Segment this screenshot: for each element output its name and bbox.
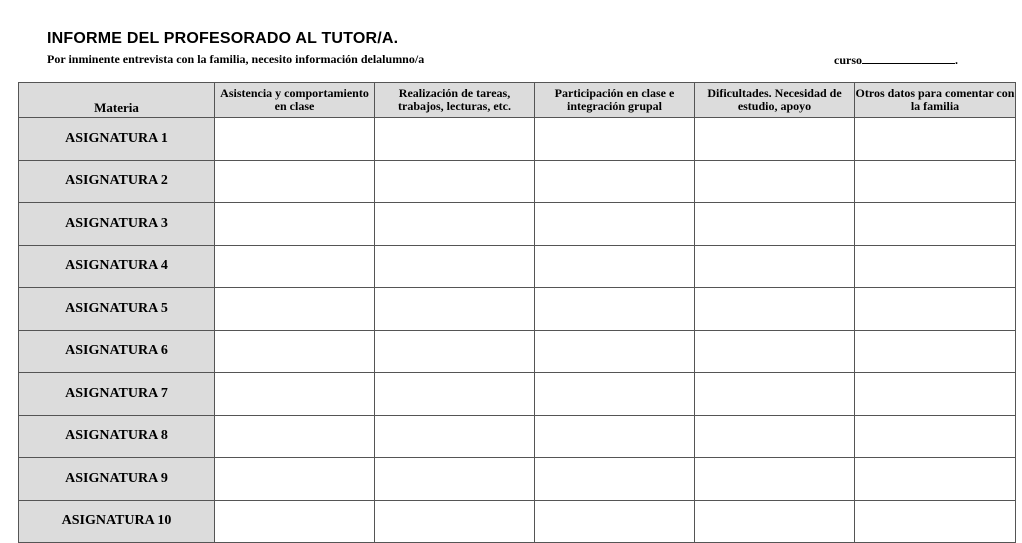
participacion-cell[interactable] (535, 415, 695, 458)
tareas-cell[interactable] (375, 500, 535, 543)
otros-cell[interactable] (855, 373, 1016, 416)
participacion-cell[interactable] (535, 245, 695, 288)
otros-cell[interactable] (855, 288, 1016, 331)
table-row (19, 330, 1016, 373)
asistencia-cell[interactable] (215, 160, 375, 203)
dificultades-cell[interactable] (695, 458, 855, 501)
participacion-cell[interactable] (535, 458, 695, 501)
participacion-cell[interactable] (535, 330, 695, 373)
table-row (19, 415, 1016, 458)
dificultades-cell[interactable] (695, 330, 855, 373)
subject-label: ASIGNATURA 2 (19, 160, 215, 203)
document-subtitle: Por inminente entrevista con la familia, necesito información delalumno/a (47, 52, 425, 66)
participacion-cell[interactable] (535, 373, 695, 416)
otros-cell[interactable] (855, 458, 1016, 501)
table-row (19, 245, 1016, 288)
asistencia-cell[interactable] (215, 500, 375, 543)
document-title: INFORME DEL PROFESORADO AL TUTOR/A. (47, 30, 399, 47)
otros-cell[interactable] (855, 203, 1016, 246)
table-row (19, 160, 1016, 203)
otros-cell[interactable] (855, 500, 1016, 543)
column-header-tareas: Realización de tareas, trabajos, lecturas, etc. (375, 83, 535, 118)
table-row (19, 373, 1016, 416)
table-row (19, 500, 1016, 543)
tareas-cell[interactable] (375, 415, 535, 458)
tareas-cell[interactable] (375, 288, 535, 331)
tareas-cell[interactable] (375, 373, 535, 416)
tareas-cell[interactable] (375, 458, 535, 501)
subject-label: ASIGNATURA 5 (19, 288, 215, 331)
curso-label: curso (834, 53, 862, 67)
otros-cell[interactable] (855, 330, 1016, 373)
participacion-cell[interactable] (535, 118, 695, 161)
participacion-cell[interactable] (535, 203, 695, 246)
tareas-cell[interactable] (375, 160, 535, 203)
subject-label: ASIGNATURA 3 (19, 203, 215, 246)
dificultades-cell[interactable] (695, 118, 855, 161)
tareas-cell[interactable] (375, 330, 535, 373)
report-body (19, 118, 1016, 543)
subject-label: ASIGNATURA 8 (19, 415, 215, 458)
otros-cell[interactable] (855, 415, 1016, 458)
tareas-cell[interactable] (375, 203, 535, 246)
tareas-cell[interactable] (375, 118, 535, 161)
otros-cell[interactable] (855, 160, 1016, 203)
asistencia-cell[interactable] (215, 288, 375, 331)
asistencia-cell[interactable] (215, 245, 375, 288)
curso-end: . (955, 53, 958, 67)
asistencia-cell[interactable] (215, 458, 375, 501)
otros-cell[interactable] (855, 245, 1016, 288)
subject-label: ASIGNATURA 9 (19, 458, 215, 501)
asistencia-cell[interactable] (215, 118, 375, 161)
dificultades-cell[interactable] (695, 160, 855, 203)
asistencia-cell[interactable] (215, 415, 375, 458)
dificultades-cell[interactable] (695, 500, 855, 543)
participacion-cell[interactable] (535, 500, 695, 543)
asistencia-cell[interactable] (215, 373, 375, 416)
subject-label: ASIGNATURA 7 (19, 373, 215, 416)
asistencia-cell[interactable] (215, 203, 375, 246)
otros-cell[interactable] (855, 118, 1016, 161)
table-row (19, 203, 1016, 246)
header-row (19, 83, 1016, 118)
dificultades-cell[interactable] (695, 203, 855, 246)
column-header-participacion: Participación en clase e integración grupal (535, 83, 695, 118)
table-row (19, 118, 1016, 161)
dificultades-cell[interactable] (695, 373, 855, 416)
column-header-materia: Materia (19, 83, 215, 118)
subject-label: ASIGNATURA 6 (19, 330, 215, 373)
report-table (18, 82, 1016, 543)
table-row (19, 288, 1016, 331)
subject-label: ASIGNATURA 10 (19, 500, 215, 543)
dificultades-cell[interactable] (695, 245, 855, 288)
curso-blank-line[interactable] (862, 53, 955, 64)
asistencia-cell[interactable] (215, 330, 375, 373)
participacion-cell[interactable] (535, 160, 695, 203)
participacion-cell[interactable] (535, 288, 695, 331)
curso-field (834, 53, 958, 68)
table-row (19, 458, 1016, 501)
subject-label: ASIGNATURA 1 (19, 118, 215, 161)
tareas-cell[interactable] (375, 245, 535, 288)
dificultades-cell[interactable] (695, 288, 855, 331)
column-header-asistencia: Asistencia y comportamiento en clase (215, 83, 375, 118)
dificultades-cell[interactable] (695, 415, 855, 458)
column-header-otros: Otros datos para comentar con la familia (855, 83, 1016, 118)
column-header-dificultades: Dificultades. Necesidad de estudio, apoyo (695, 83, 855, 118)
subject-label: ASIGNATURA 4 (19, 245, 215, 288)
